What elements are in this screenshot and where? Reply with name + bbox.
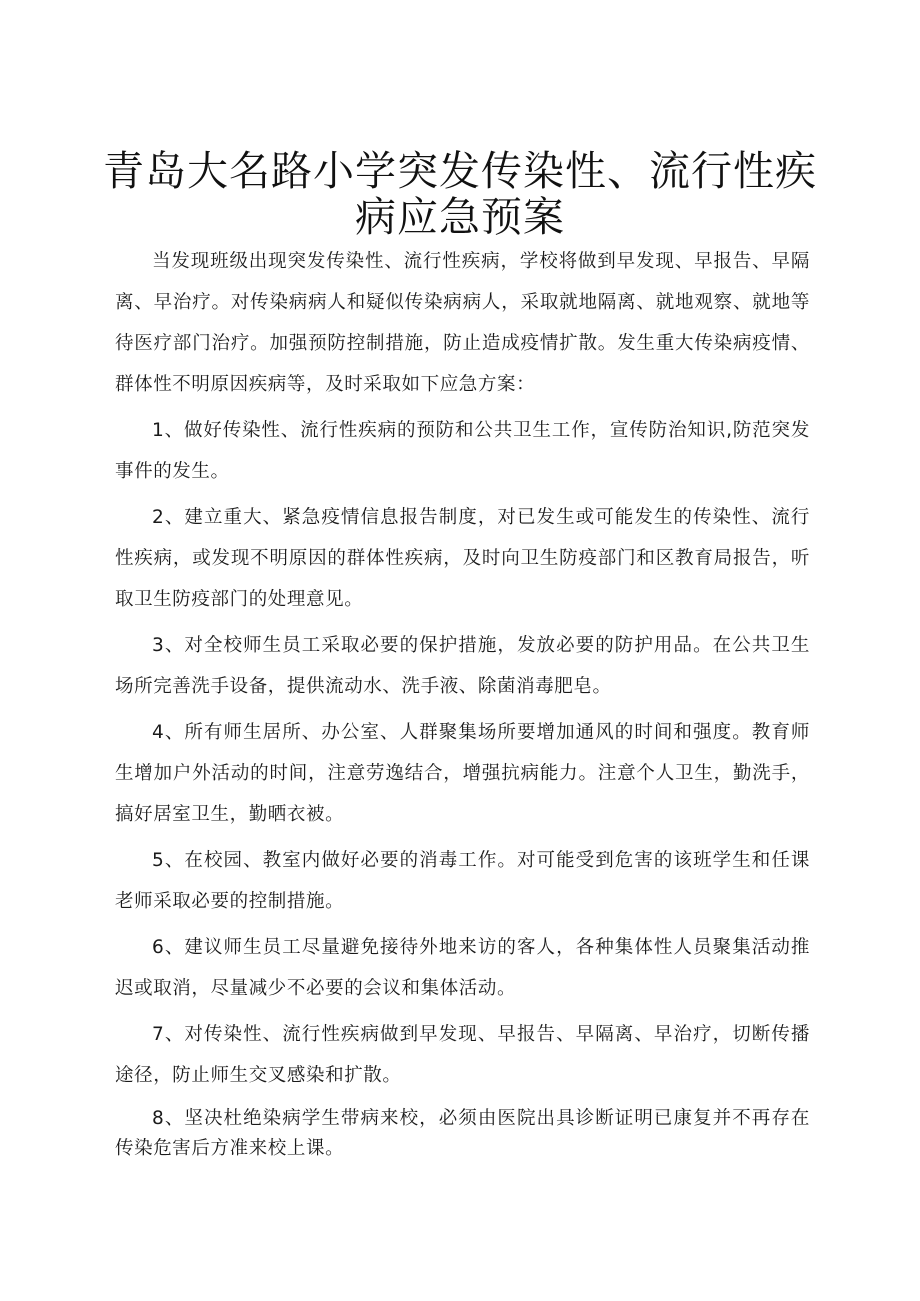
measure-item-2: 2、建立重大、紧急疫情信息报告制度，对已发生或可能发生的传染性、流行性疾病，或发现不明原因的群体性疾病，及时向卫生防疫部门和区教育局报告，听取卫生防疫部门的处理意见。 xyxy=(115,507,810,610)
measure-item-6: 6、建议师生员工尽量避免接待外地来访的客人，各种集体性人员聚集活动推迟或取消，尽量减少不必要的会议和集体活动。 xyxy=(115,937,810,999)
measure-item-4: 4、所有师生居所、办公室、人群聚集场所要增加通风的时间和强度。教育师生增加户外活动的时间，注意劳逸结合，增强抗病能力。注意个人卫生，勤洗手，搞好居室卫生，勤晒衣被。 xyxy=(115,722,810,825)
measure-item-1: 1、做好传染性、流行性疾病的预防和公共卫生工作，宣传防治知识,防范突发事件的发生。 xyxy=(115,420,810,482)
intro-paragraph: 当发现班级出现突发传染性、流行性疾病，学校将做到早发现、早报告、早隔离、早治疗。对传染病病人和疑似传染病病人，采取就地隔离、就地观察、就地等待医疗部门治疗。加强预防控制措施，防止造成疫情扩散。发生重大传染病疫情、群体性不明原因疾病等，及时采取如下应急方案： xyxy=(115,251,810,395)
measure-item-5: 5、在校园、教室内做好必要的消毒工作。对可能受到危害的该班学生和任课老师采取必要的控制措施。 xyxy=(115,850,810,912)
measure-item-3: 3、对全校师生员工采取必要的保护措施，发放必要的防护用品。在公共卫生场所完善洗手设备，提供流动水、洗手液、除菌消毒肥皂。 xyxy=(115,635,810,697)
measure-item-7: 7、对传染性、流行性疾病做到早发现、早报告、早隔离、早治疗，切断传播途径，防止师生交叉感染和扩散。 xyxy=(115,1024,810,1086)
measure-item-8: 8、坚决杜绝染病学生带病来校，必须由医院出具诊断证明已康复并不再存在传染危害后方准来校上课。 xyxy=(115,1108,810,1159)
document-title: 青岛大名路小学突发传染性、流行性疾病应急预案 xyxy=(103,147,817,241)
document-body xyxy=(115,241,810,1169)
